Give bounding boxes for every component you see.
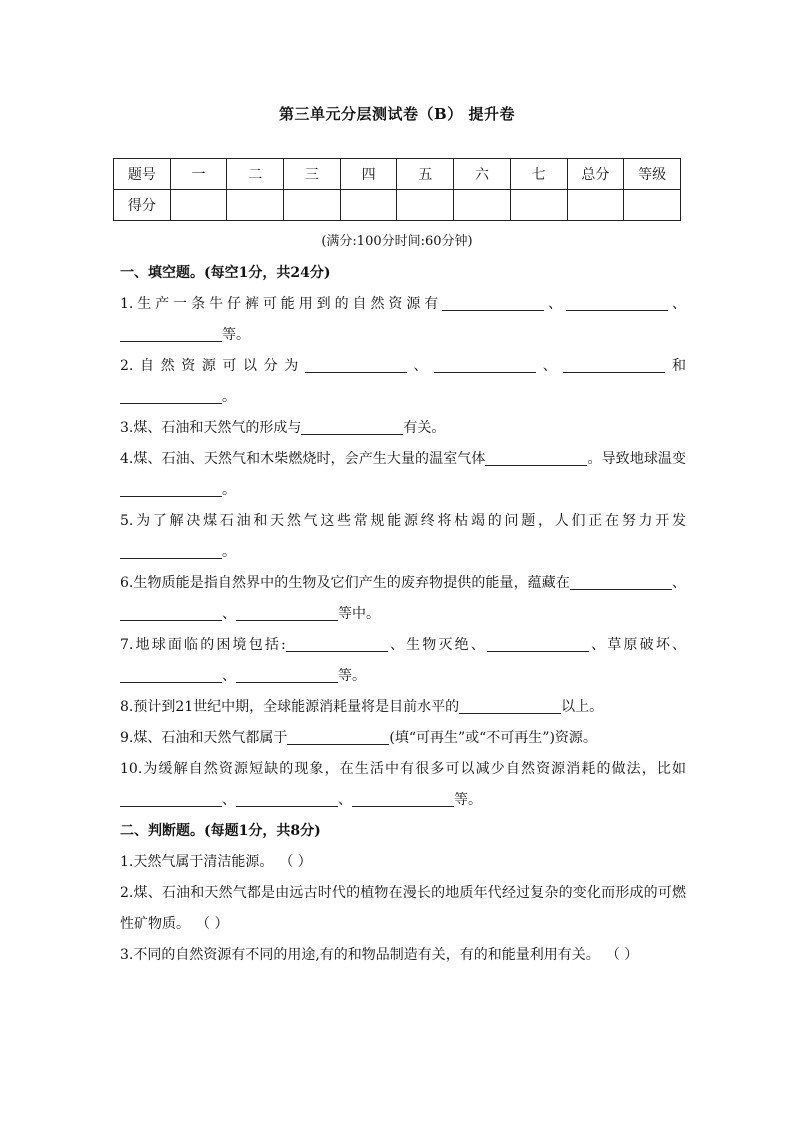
answer-parenthesis[interactable]: （ ） bbox=[196, 916, 229, 932]
answer-blank[interactable] bbox=[305, 355, 407, 373]
answer-blank[interactable] bbox=[120, 603, 222, 621]
answer-blank[interactable] bbox=[236, 665, 338, 683]
answer-blank[interactable] bbox=[120, 386, 222, 404]
answer-blank[interactable] bbox=[287, 727, 389, 745]
page-title: 第三单元分层测试卷（B） 提升卷 bbox=[279, 105, 515, 123]
section-heading-fill-in: 一、填空题。(每空1分，共24分) bbox=[120, 265, 331, 281]
answer-blank[interactable] bbox=[120, 479, 222, 497]
question: 9.煤、石油和天然气都属于 (填“可再生”或“不可再生”)资源。 bbox=[120, 723, 686, 754]
score-table-header-cell: 总分 bbox=[567, 159, 624, 190]
answer-blank[interactable] bbox=[120, 665, 222, 683]
score-table-header-cell: 四 bbox=[340, 159, 397, 190]
question: 2.自然资源可以分为 、 、 和。 bbox=[120, 351, 686, 413]
score-table-score-row bbox=[114, 190, 681, 221]
score-row-label: 得分 bbox=[114, 190, 171, 221]
score-cell[interactable] bbox=[170, 190, 227, 221]
exam-content bbox=[120, 258, 686, 971]
answer-blank[interactable] bbox=[120, 789, 222, 807]
question: 10.为缓解自然资源短缺的现象，在生活中有很多可以减少自然资源消耗的做法，比如、 、 等。 bbox=[120, 761, 686, 808]
score-cell[interactable] bbox=[510, 190, 567, 221]
score-table-header-cell: 六 bbox=[454, 159, 511, 190]
answer-blank[interactable] bbox=[120, 541, 222, 559]
answer-parenthesis[interactable]: （ ） bbox=[279, 854, 312, 870]
answer-blank[interactable] bbox=[120, 324, 222, 342]
score-table-header-row bbox=[114, 159, 681, 190]
score-table-header-cell: 三 bbox=[284, 159, 341, 190]
question: 1.天然气属于清洁能源。 （ ） bbox=[120, 847, 686, 878]
score-table bbox=[113, 158, 681, 221]
score-table-header-cell: 一 bbox=[170, 159, 227, 190]
question: 3.不同的自然资源有不同的用途,有的和物品制造有关，有的和能量利用有关。 （ ） bbox=[120, 940, 686, 971]
answer-blank[interactable] bbox=[442, 293, 544, 311]
score-cell[interactable] bbox=[397, 190, 454, 221]
answer-blank[interactable] bbox=[352, 789, 454, 807]
score-cell[interactable] bbox=[567, 190, 624, 221]
score-cell[interactable] bbox=[454, 190, 511, 221]
score-cell[interactable] bbox=[284, 190, 341, 221]
answer-blank[interactable] bbox=[487, 634, 589, 652]
answer-blank[interactable] bbox=[236, 789, 338, 807]
answer-blank[interactable] bbox=[434, 355, 536, 373]
section-heading-true-false: 二、判断题。(每题1分，共8分) bbox=[120, 823, 321, 839]
score-table-header-cell: 二 bbox=[227, 159, 284, 190]
answer-blank[interactable] bbox=[570, 572, 672, 590]
score-table-header-cell: 等级 bbox=[624, 159, 681, 190]
score-cell[interactable] bbox=[624, 190, 681, 221]
answer-blank[interactable] bbox=[301, 417, 403, 435]
answer-blank[interactable] bbox=[286, 634, 388, 652]
score-table-header-cell: 题号 bbox=[114, 159, 171, 190]
score-table-header-cell: 五 bbox=[397, 159, 454, 190]
question: 8.预计到21世纪中期，全球能源消耗量将是目前水平的 以上。 bbox=[120, 692, 686, 723]
answer-blank[interactable] bbox=[566, 293, 668, 311]
question: 5.为了解决煤石油和天然气这些常规能源终将枯竭的问题，人们正在努力开发。 bbox=[120, 513, 686, 560]
answer-blank[interactable] bbox=[459, 696, 561, 714]
answer-blank[interactable] bbox=[236, 603, 338, 621]
question: 3.煤、石油和天然气的形成与 有关。 bbox=[120, 413, 686, 444]
question: 4.煤、石油、天然气和木柴燃烧时，会产生大量的温室气体 。导致地球温变。 bbox=[120, 444, 686, 506]
score-table-header-cell: 七 bbox=[510, 159, 567, 190]
answer-parenthesis[interactable]: （ ） bbox=[605, 947, 639, 963]
question: 1.生产一条牛仔裤可能用到的自然资源有 、 、等。 bbox=[120, 289, 686, 351]
score-cell[interactable] bbox=[340, 190, 397, 221]
answer-blank[interactable] bbox=[563, 355, 665, 373]
answer-blank[interactable] bbox=[485, 448, 587, 466]
question: 6.生物质能是指自然界中的生物及它们产生的废弃物提供的能量，蕴藏在 、、 等中。 bbox=[120, 568, 686, 630]
question: 2.煤、石油和天然气都是由远古时代的植物在漫长的地质年代经过复杂的变化而形成的可燃性矿物质。 （ ） bbox=[120, 878, 686, 940]
question: 7.地球面临的困境包括: 、生物灭绝、 、草原破坏、、 等。 bbox=[120, 630, 686, 692]
score-cell[interactable] bbox=[227, 190, 284, 221]
exam-meta: (满分:100分时间:60分钟) bbox=[321, 234, 473, 249]
